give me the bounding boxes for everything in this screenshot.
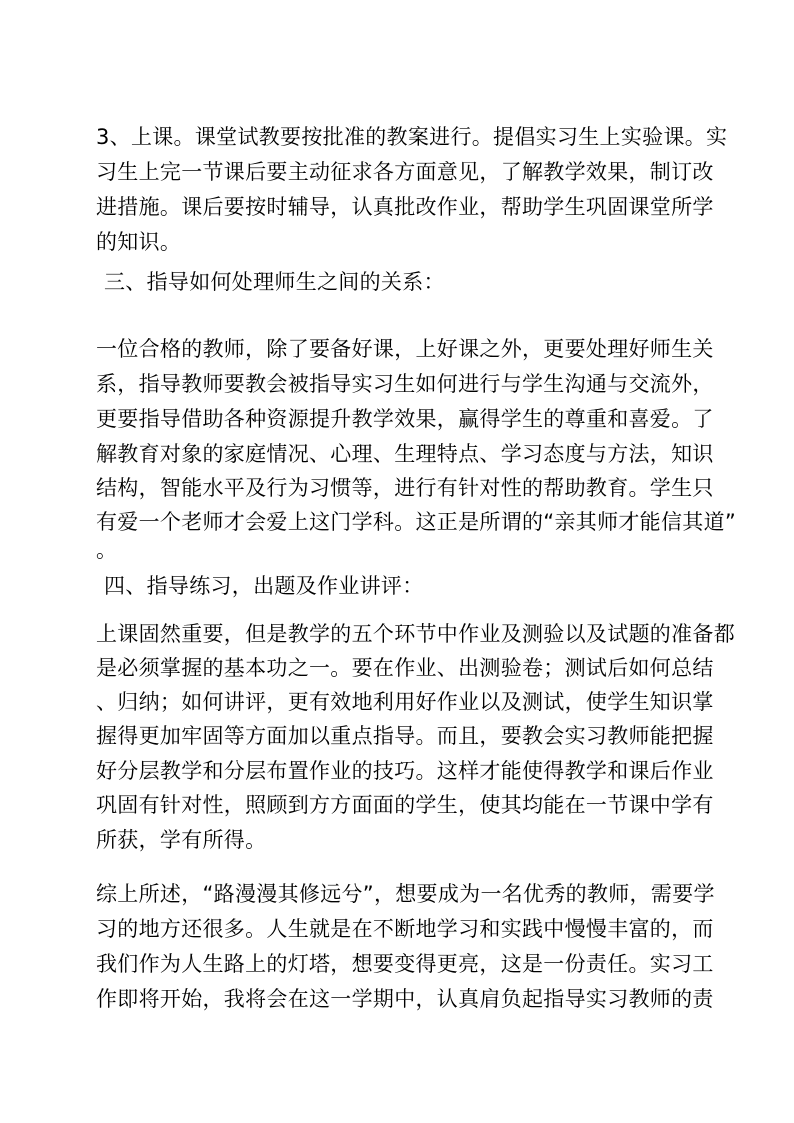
paragraph-relations-line: 更要指导借助各种资源提升教学效果，赢得学生的尊重和喜爱。了 bbox=[96, 407, 714, 431]
paragraph-practice-line: 握得更加牢固等方面加以重点指导。而且，要教会实习教师能把握 bbox=[96, 724, 714, 748]
paragraph-practice-line: 好分层教学和分层布置作业的技巧。这样才能使得教学和课后作业 bbox=[96, 759, 714, 783]
paragraph-relations-line: 有爱一个老师才会爱上这门学科。这正是所谓的“亲其师才能信其道” bbox=[96, 510, 737, 534]
paragraph-summary-line: 作即将开始，我将会在这一学期中，认真肩负起指导实习教师的责 bbox=[96, 987, 714, 1011]
paragraph-practice-line: 是必须掌握的基本功之一。要在作业、出测验卷；测试后如何总结 bbox=[96, 656, 714, 680]
paragraph-relations-line: 一位合格的教师，除了要备好课，上好课之外，更要处理好师生关 bbox=[96, 337, 714, 361]
paragraph-practice-line: 、归纳；如何讲评，更有效地利用好作业以及测试，使学生知识掌 bbox=[96, 690, 714, 714]
paragraph-relations-line: 。 bbox=[96, 538, 118, 562]
paragraph-3-line: 3、上课。课堂试教要按批准的教案进行。提倡实习生上实验课。实 bbox=[96, 125, 728, 149]
paragraph-summary-line: 我们作为人生路上的灯塔，想要变得更亮，这是一份责任。实习工 bbox=[96, 952, 714, 976]
section-heading-practice: 四、指导练习，出题及作业讲评： bbox=[104, 574, 424, 598]
section-heading-relations: 三、指导如何处理师生之间的关系： bbox=[104, 270, 445, 294]
paragraph-3-line: 的知识。 bbox=[96, 230, 182, 254]
paragraph-practice-line: 巩固有针对性，照顾到方方面面的学生，使其均能在一节课中学有 bbox=[96, 793, 714, 817]
paragraph-relations-line: 系，指导教师要教会被指导实习生如何进行与学生沟通与交流外， bbox=[96, 372, 714, 396]
paragraph-practice-line: 所获，学有所得。 bbox=[96, 828, 267, 852]
paragraph-relations-line: 解教育对象的家庭情况、心理、生理特点、学习态度与方法，知识 bbox=[96, 442, 714, 466]
paragraph-relations-line: 结构，智能水平及行为习惯等，进行有针对性的帮助教育。学生只 bbox=[96, 476, 714, 500]
paragraph-summary-line: 综上所述，“路漫漫其修远兮”，想要成为一名优秀的教师，需要学 bbox=[96, 882, 715, 906]
paragraph-3-line: 习生上完一节课后要主动征求各方面意见，了解教学效果，制订改 bbox=[96, 160, 714, 184]
paragraph-summary-line: 习的地方还很多。人生就是在不断地学习和实践中慢慢丰富的，而 bbox=[96, 917, 714, 941]
paragraph-3-line: 进措施。课后要按时辅导，认真批改作业，帮助学生巩固课堂所学 bbox=[96, 195, 714, 219]
paragraph-practice-line: 上课固然重要，但是教学的五个环节中作业及测验以及试题的准备都 bbox=[96, 622, 735, 646]
